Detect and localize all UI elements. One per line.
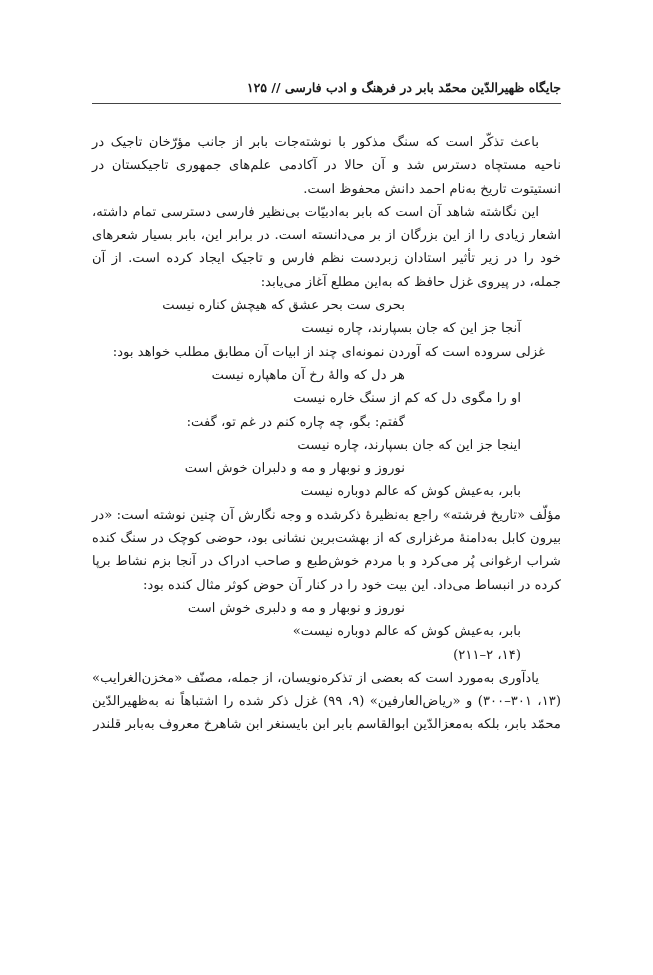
verse-line: گفتم: بگو، چه چاره کنم در غم تو، گفت: <box>186 414 405 430</box>
verse-line: نوروز و نوبهار و مه و دلبران خوش است <box>184 461 405 477</box>
verse-line: آنجا جز این که جان بسپارند، چاره نیست <box>301 321 521 337</box>
paragraph-3: مؤلّف «تاریخ فرشته» راجع به‌نظیرۀ ذکرشده و وجه نگارش آن چنین نوشته است: «در بیرون کابل به‌دامنۀ مرغزاری که از بهشت‌برین نشانی بود، حوضی کوچک در سنگ کنده شراب ارغوانی پُر می‌کرد و با مردم خوش‌طبع و صاحب ادراک در آنجا بزم نشاط برپا کرده در انبساط می‌داد. این بیت خود را در کنار آن حوض کوثر مثال کنده بود: <box>92 507 561 593</box>
header-separator: // <box>271 80 281 95</box>
verse-line: بابر، به‌عیش کوش که عالم دوباره نیست» <box>292 624 521 640</box>
running-title: جایگاه ظهیرالدّین محمّد بابر در فرهنگ و ادب فارسی <box>284 80 561 95</box>
page-number: ۱۲۵ <box>246 80 268 95</box>
citation: (۱۴، ۲–۲۱۱) <box>453 647 521 663</box>
header-rule <box>92 103 561 104</box>
body-text <box>92 131 561 737</box>
verse-line: بحری ست بحر عشق که هیچش کناره نیست <box>162 298 405 314</box>
verse-line: نوروز و نوبهار و مه و دلبری خوش است <box>187 600 405 616</box>
verse-line: هر دل که والۀ رخ آن ماهپاره نیست <box>211 367 405 383</box>
verse-intro: غزلی سروده است که آوردن نمونه‌ای چند از ابیات آن مطابق مطلب خواهد بود: <box>112 344 545 360</box>
paragraph-2: این نگاشته شاهد آن است که بابر به‌ادبیّات بی‌نظیر فارسی دسترسی تمام داشته، اشعار زیادی را از این بزرگان از بر می‌دانسته است. در برابر این، بابر بسیار شعرهای خود را در زیر تأثیر استادان زبردست نظم فارس و تاجیک ایجاد کرده است. از آن جمله، در پیروی غزل حافظ که به‌این مطلع آغاز می‌یابد: <box>92 204 561 290</box>
paragraph-4: یادآوری به‌مورد است که بعضی از تذکره‌نویسان، از جمله، مصنّف «مخزن‌الغرایب» (۱۳، ۳۰۱–۳۰۰) و «ریاض‌العارفین» (۹، ۹۹) غزل ذکر شده را اشتباهاً نه به‌ظهیرالدّین محمّد بابر، بلکه به‌معزالدّین ابوالقاسم بابر ابن بایسنغر ابن شاهرخ معروف به‌بابر قلندر <box>92 670 562 733</box>
verse-line: او را مگوی دل که کم از سنگ خاره نیست <box>293 391 521 407</box>
verse-line: بابر، به‌عیش کوش که عالم دوباره نیست <box>300 484 521 500</box>
paragraph-1: باعث تذکّر است که سنگ مذکور با نوشته‌جات بابر از جانب مؤرّخان تاجیک در ناحیه مستچاه دسترس شد و آن حالا در آکادمی علم‌های جمهوری تاجیکستان در انستیتوت تاریخ به‌نام احمد دانش محفوظ است. <box>92 135 561 197</box>
verse-line: اینجا جز این که جان بسپارند، چاره نیست <box>297 437 521 453</box>
running-header <box>96 80 561 95</box>
